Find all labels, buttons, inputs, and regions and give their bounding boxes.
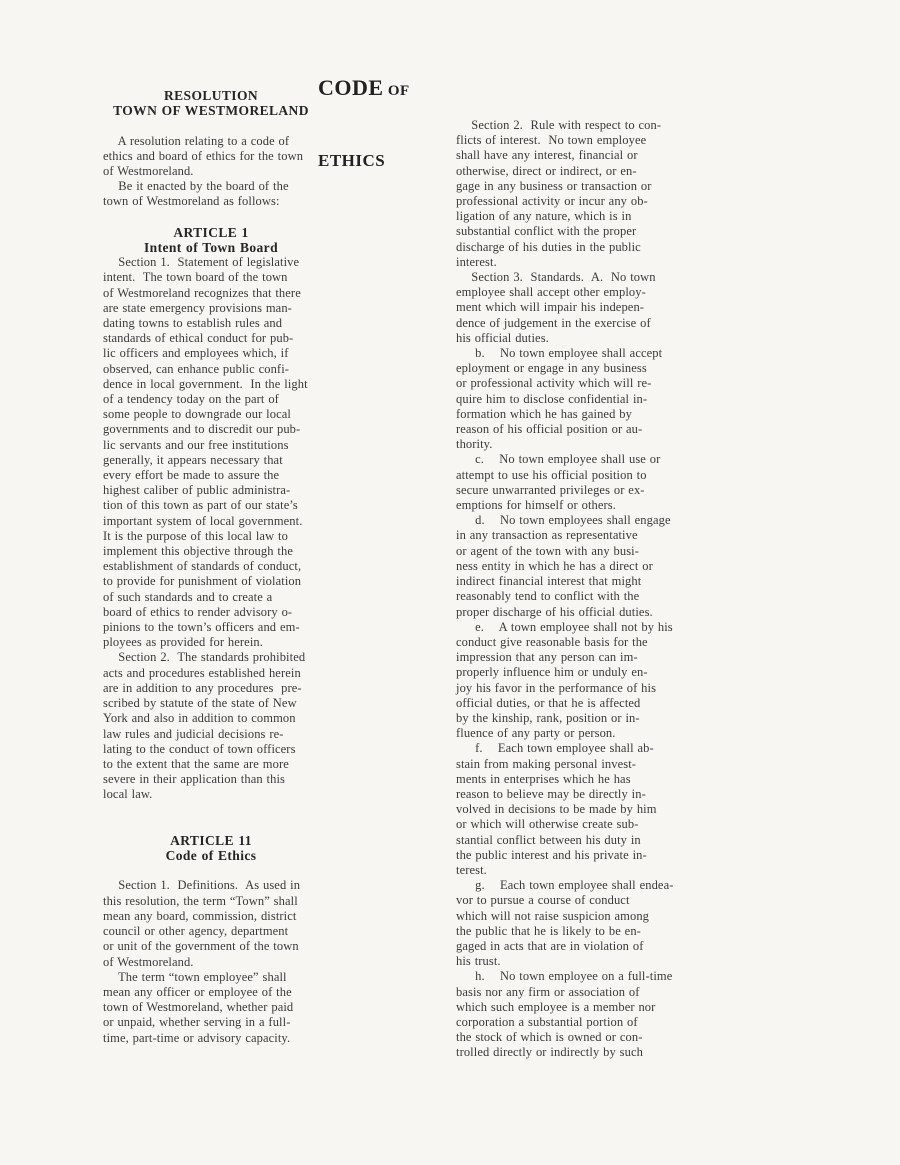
text-line: RESOLUTION bbox=[163, 88, 259, 103]
text-line: stantial conflict between his duty in bbox=[456, 832, 641, 847]
text-line: eployment or engage in any business bbox=[456, 361, 647, 376]
text-line: d. No town employees shall engage bbox=[456, 513, 671, 528]
text-line: are state emergency provisions man- bbox=[103, 300, 292, 315]
text-line: highest caliber of public administra- bbox=[103, 483, 291, 498]
text-line: g. Each town employee shall endea- bbox=[456, 878, 674, 893]
text-line: fluence of any party or person. bbox=[456, 726, 616, 741]
text-line: his trust. bbox=[456, 954, 501, 969]
text-line: pinions to the town’s officers and em- bbox=[103, 620, 300, 635]
text-line: gaged in acts that are in violation of bbox=[456, 938, 644, 953]
text-line: town of Westmoreland, whether paid bbox=[103, 1000, 294, 1015]
text-line: observed, can enhance public confi- bbox=[103, 361, 290, 376]
text-line: Section 3. Standards. A. No town bbox=[456, 270, 656, 285]
text-line: or unpaid, whether serving in a full- bbox=[103, 1015, 291, 1030]
text-line: formation which he has gained by bbox=[456, 406, 632, 421]
text-line: otherwise, direct or indirect, or en- bbox=[456, 163, 637, 178]
text-line: properly influence him or unduly en- bbox=[456, 665, 648, 680]
paragraph bbox=[456, 118, 718, 1061]
text-line: discharge of his duties in the public bbox=[456, 239, 641, 254]
text-line: York and also in addition to common bbox=[103, 711, 296, 726]
text-line: substantial conflict with the proper bbox=[456, 224, 637, 239]
paragraph bbox=[103, 863, 319, 1045]
text-line: quire him to disclose confidential in- bbox=[456, 391, 648, 406]
text-line bbox=[103, 210, 319, 225]
text-line: interest. bbox=[456, 254, 497, 269]
text-line: governments and to discredit our pub- bbox=[103, 422, 301, 437]
paragraph bbox=[103, 255, 319, 833]
text-line: impression that any person can im- bbox=[456, 650, 638, 665]
text-line bbox=[103, 818, 319, 833]
text-line: joy his favor in the performance of his bbox=[456, 680, 657, 695]
text-line: basis nor any firm or association of bbox=[456, 984, 640, 999]
text-line: secure unwarranted privileges or ex- bbox=[456, 482, 645, 497]
text-line: conduct give reasonable basis for the bbox=[456, 634, 648, 649]
text-line: in any transaction as representative bbox=[456, 528, 638, 543]
text-line: attempt to use his official position to bbox=[456, 467, 647, 482]
text-line: reasonably tend to conflict with the bbox=[456, 589, 640, 604]
title-word-code: CODE bbox=[318, 75, 384, 100]
right-column bbox=[456, 118, 718, 1061]
text-line: A resolution relating to a code of bbox=[103, 133, 290, 148]
text-line: every effort be made to assure the bbox=[103, 468, 280, 483]
text-line: ligation of any nature, which is in bbox=[456, 209, 632, 224]
text-line: law rules and judicial decisions re- bbox=[103, 726, 284, 741]
text-line bbox=[103, 863, 319, 878]
text-line: his official duties. bbox=[456, 330, 549, 345]
text-line: The term “town employee” shall bbox=[103, 969, 287, 984]
text-line: tion of this town as part of our state’s bbox=[103, 498, 298, 513]
text-line: scribed by statute of the state of New bbox=[103, 696, 297, 711]
left-column bbox=[103, 88, 319, 1046]
text-line: e. A town employee shall not by his bbox=[456, 619, 673, 634]
text-line: shall have any interest, financial or bbox=[456, 148, 638, 163]
document-title-line2: ETHICS bbox=[318, 151, 386, 170]
text-line: dating towns to establish rules and bbox=[103, 316, 283, 331]
text-line: which will not raise suspicion among bbox=[456, 908, 650, 923]
document-title-line1 bbox=[318, 76, 410, 103]
text-line: or unit of the government of the town bbox=[103, 939, 299, 954]
text-line: ARTICLE 11 bbox=[170, 832, 252, 848]
text-line: intent. The town board of the town bbox=[103, 270, 288, 285]
text-line: or professional activity which will re- bbox=[456, 376, 652, 391]
text-line: c. No town employee shall use or bbox=[456, 452, 661, 467]
text-line: official duties, or that he is affected bbox=[456, 695, 641, 710]
text-line: acts and procedures established herein bbox=[103, 665, 301, 680]
text-line: of Westmoreland recognizes that there bbox=[103, 285, 301, 300]
text-line: of Westmoreland. bbox=[103, 164, 194, 178]
text-line: by the kinship, rank, position or in- bbox=[456, 710, 640, 725]
text-line: It is the purpose of this local law to bbox=[103, 528, 288, 543]
text-line: the stock of which is owned or con- bbox=[456, 1030, 643, 1045]
text-line: TOWN OF WESTMORELAND bbox=[113, 103, 309, 119]
text-line: vor to pursue a course of conduct bbox=[456, 893, 630, 908]
text-line: are in addition to any procedures pre- bbox=[103, 680, 302, 695]
text-line: to the extent that the same are more bbox=[103, 756, 289, 771]
text-line: professional activity or incur any ob- bbox=[456, 194, 648, 209]
text-line: mean any officer or employee of the bbox=[103, 984, 292, 999]
text-line: Intent of Town Board bbox=[144, 240, 278, 255]
text-line: emptions for himself or others. bbox=[456, 498, 616, 513]
text-line: mean any board, commission, district bbox=[103, 908, 297, 923]
text-line: Be it enacted by the board of the bbox=[103, 179, 289, 194]
text-line bbox=[103, 118, 319, 133]
text-line: the public interest and his private in- bbox=[456, 847, 647, 862]
text-line: of a tendency today on the part of bbox=[103, 392, 279, 407]
text-line bbox=[103, 803, 319, 818]
text-line: lic officers and employees which, if bbox=[103, 346, 289, 361]
text-line: trolled directly or indirectly by such bbox=[456, 1045, 643, 1060]
text-line: lating to the conduct of town officers bbox=[103, 741, 296, 756]
text-line: town of Westmoreland as follows: bbox=[103, 194, 280, 209]
document-title bbox=[318, 30, 410, 218]
text-line: f. Each town employee shall ab- bbox=[456, 741, 654, 756]
text-line: employee shall accept other employ- bbox=[456, 285, 646, 300]
text-line: ments in enterprises which he has bbox=[456, 771, 631, 786]
section-heading bbox=[103, 833, 319, 863]
text-line: stain from making personal invest- bbox=[456, 756, 637, 771]
text-line: this resolution, the term “Town” shall bbox=[103, 893, 298, 908]
text-line: important system of local government. bbox=[103, 513, 303, 528]
section-heading bbox=[103, 225, 319, 255]
text-line: some people to downgrade our local bbox=[103, 407, 291, 422]
text-line: reason to believe may be directly in- bbox=[456, 786, 646, 801]
text-line: dence of judgement in the exercise of bbox=[456, 315, 651, 330]
text-line: flicts of interest. No town employee bbox=[456, 133, 647, 148]
text-line: severe in their application than this bbox=[103, 772, 285, 787]
text-line: corporation a substantial portion of bbox=[456, 1014, 638, 1029]
text-line: dence in local government. In the light bbox=[103, 376, 308, 391]
text-line: of such standards and to create a bbox=[103, 589, 273, 604]
text-line: lic servants and our free institutions bbox=[103, 437, 289, 452]
text-line: to provide for punishment of violation bbox=[103, 574, 302, 589]
text-line: or agent of the town with any busi- bbox=[456, 543, 640, 558]
text-line: time, part-time or advisory capacity. bbox=[103, 1030, 291, 1045]
text-line: the public that he is likely to be en- bbox=[456, 923, 641, 938]
text-line: Section 1. Definitions. As used in bbox=[103, 878, 301, 893]
text-line: implement this objective through the bbox=[103, 544, 293, 559]
text-line: council or other agency, department bbox=[103, 924, 289, 939]
text-line: Code of Ethics bbox=[165, 848, 257, 864]
text-line: proper discharge of his official duties. bbox=[456, 604, 653, 619]
text-line: indirect financial interest that might bbox=[456, 574, 642, 589]
text-line: b. No town employee shall accept bbox=[456, 346, 663, 361]
text-line: ARTICLE 1 bbox=[173, 224, 249, 240]
text-line: which such employee is a member nor bbox=[456, 999, 656, 1014]
text-line: generally, it appears necessary that bbox=[103, 452, 283, 467]
title-word-of: OF bbox=[383, 83, 410, 99]
text-line: standards of ethical conduct for pub- bbox=[103, 331, 294, 346]
text-line: ness entity in which he has a direct or bbox=[456, 558, 653, 573]
section-heading bbox=[103, 88, 319, 118]
text-line: board of ethics to render advisory o- bbox=[103, 604, 293, 619]
text-line: of Westmoreland. bbox=[103, 954, 194, 969]
text-line: Section 2. The standards prohibited bbox=[103, 650, 306, 665]
text-line: gage in any business or transaction or bbox=[456, 178, 652, 193]
text-line: establishment of standards of conduct, bbox=[103, 559, 302, 574]
text-line: local law. bbox=[103, 787, 153, 802]
text-line: Section 1. Statement of legislative bbox=[103, 255, 300, 270]
text-line: ethics and board of ethics for the town bbox=[103, 148, 304, 163]
text-line: or which will otherwise create sub- bbox=[456, 817, 639, 832]
text-line: h. No town employee on a full-time bbox=[456, 969, 673, 984]
paragraph bbox=[103, 118, 319, 224]
text-line: thority. bbox=[456, 437, 493, 452]
text-line: reason of his official position or au- bbox=[456, 422, 643, 437]
text-line: terest. bbox=[456, 862, 487, 877]
text-line: Section 2. Rule with respect to con- bbox=[456, 118, 662, 132]
text-line: volved in decisions to be made by him bbox=[456, 802, 657, 817]
text-line: ment which will impair his indepen- bbox=[456, 300, 645, 315]
text-line: ployees as provided for herein. bbox=[103, 635, 263, 650]
